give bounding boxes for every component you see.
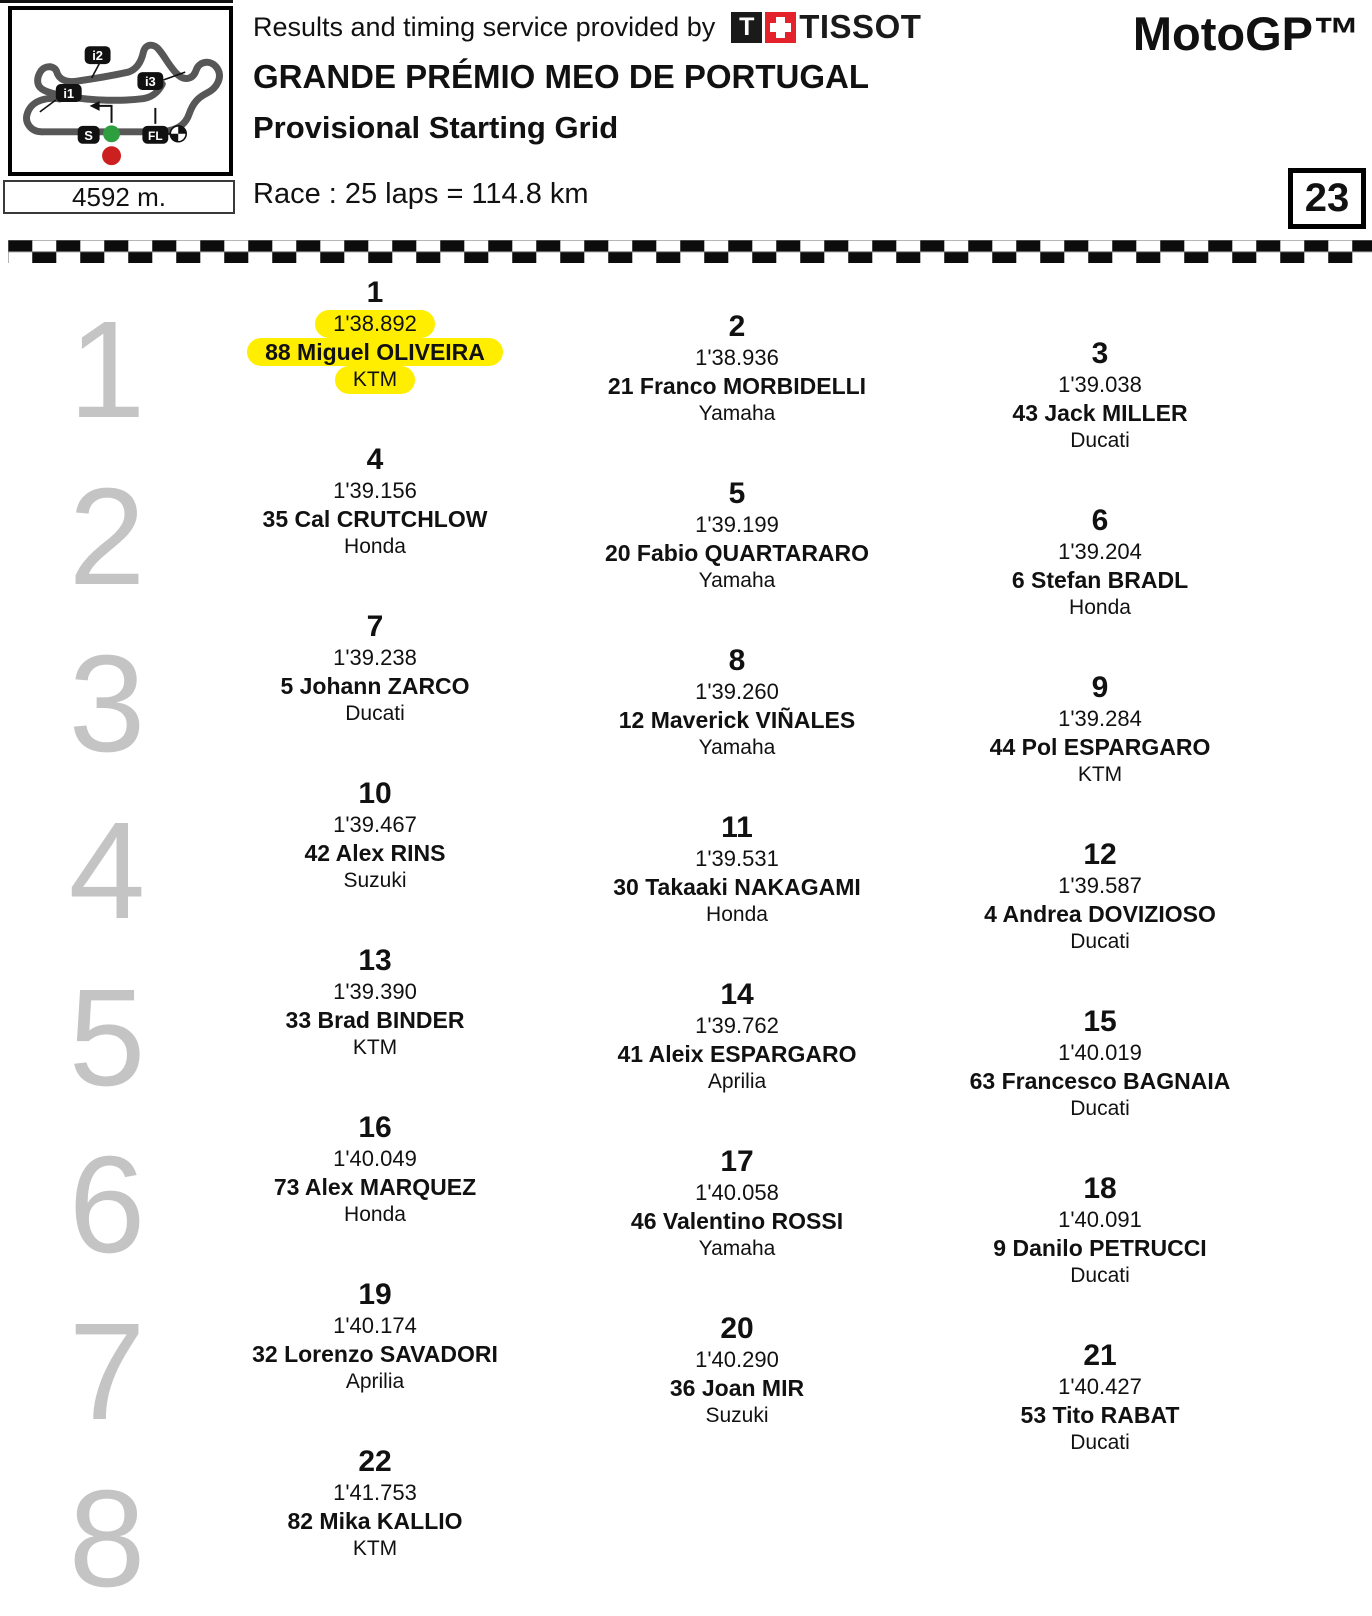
bike-brand: KTM <box>352 1036 398 1059</box>
grid-row-number: 3 <box>68 627 146 781</box>
position-number: 20 <box>720 1312 754 1345</box>
page-number-box <box>1288 168 1366 229</box>
qualifying-time: 1'40.058 <box>695 1180 779 1205</box>
position-number: 7 <box>366 610 384 643</box>
grid-position-cell <box>210 1445 540 1563</box>
tissot-wordmark: TISSOT <box>799 8 922 45</box>
bike-brand: Honda <box>344 1203 406 1226</box>
bike-brand: KTM <box>210 366 540 394</box>
grid-row <box>0 276 1372 452</box>
bike-brand: KTM <box>1077 763 1123 786</box>
qualifying-time: 1'39.156 <box>333 478 417 503</box>
rider-name: 9 Danilo PETRUCCI <box>993 1235 1207 1261</box>
grid-row <box>0 1111 1372 1287</box>
grid-row-number: 4 <box>68 794 146 948</box>
position-number: 9 <box>1091 671 1109 704</box>
grid-row <box>0 610 1372 786</box>
bike-brand: Aprilia <box>345 1370 405 1393</box>
grid-position-cell <box>572 978 902 1096</box>
svg-text:i3: i3 <box>144 74 156 90</box>
grid-position-cell <box>572 644 902 762</box>
bike-brand: Aprilia <box>707 1070 767 1093</box>
track-outline-left <box>27 98 60 132</box>
svg-text:FL: FL <box>148 128 163 143</box>
qualifying-time: 1'40.019 <box>1058 1040 1142 1065</box>
position-number: 12 <box>1083 838 1117 871</box>
rider-name: 73 Alex MARQUEZ <box>273 1174 477 1200</box>
qualifying-time: 1'38.892 <box>210 310 540 338</box>
qualifying-time: 1'39.204 <box>1058 539 1142 564</box>
rider-name: 33 Brad BINDER <box>285 1007 465 1033</box>
grid-position-cell <box>935 1005 1265 1123</box>
track-length-box <box>3 180 235 214</box>
i3-label <box>137 72 163 90</box>
rider-name: 82 Mika KALLIO <box>287 1508 463 1534</box>
tissot-t-icon: T <box>731 12 762 43</box>
position-number: 1 <box>366 276 384 309</box>
position-number: 19 <box>358 1278 392 1311</box>
rider-name: 63 Francesco BAGNAIA <box>969 1068 1231 1094</box>
position-number: 8 <box>728 644 746 677</box>
rider-name: 36 Joan MIR <box>669 1375 805 1401</box>
bike-brand: Honda <box>344 535 406 558</box>
position-number: 21 <box>1083 1339 1117 1372</box>
document-title: Provisional Starting Grid <box>253 110 619 145</box>
qualifying-time: 1'40.049 <box>333 1146 417 1171</box>
qualifying-time: 1'40.174 <box>333 1313 417 1338</box>
position-number: 13 <box>358 944 392 977</box>
rider-name: 5 Johann ZARCO <box>280 673 470 699</box>
grid-position-cell <box>210 443 540 561</box>
grid-position-cell <box>935 1339 1265 1457</box>
grid-position-cell <box>210 944 540 1062</box>
provided-by-line <box>253 8 921 46</box>
rider-name: 46 Valentino ROSSI <box>630 1208 844 1234</box>
svg-text:S: S <box>84 127 93 143</box>
grid-position-cell <box>572 1145 902 1263</box>
grid-row-number: 7 <box>68 1295 146 1449</box>
rider-name: 42 Alex RINS <box>304 840 446 866</box>
grid-row <box>0 1278 1372 1454</box>
position-number: 22 <box>358 1445 392 1478</box>
grid-row-number: 5 <box>68 961 146 1115</box>
track-map-svg <box>12 10 229 172</box>
grid-position-cell <box>210 276 540 394</box>
position-number: 3 <box>1091 337 1109 370</box>
bike-brand: Yamaha <box>698 1237 776 1260</box>
position-number: 5 <box>728 477 746 510</box>
bike-brand: Yamaha <box>698 736 776 759</box>
position-number: 16 <box>358 1111 392 1144</box>
qualifying-time: 1'39.038 <box>1058 372 1142 397</box>
track-map <box>8 6 233 176</box>
series-logo: MotoGP™ <box>1132 7 1360 60</box>
checkered-flag-strip <box>8 240 1372 263</box>
red-light-icon <box>102 146 121 165</box>
bike-brand: Suzuki <box>705 1404 769 1427</box>
position-number: 6 <box>1091 504 1109 537</box>
position-number: 10 <box>358 777 392 810</box>
qualifying-time: 1'39.467 <box>333 812 417 837</box>
position-number: 14 <box>720 978 754 1011</box>
qualifying-time: 1'40.091 <box>1058 1207 1142 1232</box>
rider-name: 6 Stefan BRADL <box>1011 567 1189 593</box>
rider-name: 21 Franco MORBIDELLI <box>607 373 867 399</box>
grid-row-number: 2 <box>68 460 146 614</box>
bike-brand: Ducati <box>1070 930 1130 953</box>
qualifying-time: 1'39.238 <box>333 645 417 670</box>
bike-brand: Yamaha <box>698 402 776 425</box>
qualifying-time: 1'39.762 <box>695 1013 779 1038</box>
grid-row-number: 6 <box>68 1128 146 1282</box>
i2-label <box>85 46 111 64</box>
swiss-cross-icon <box>765 12 796 43</box>
finish-label <box>142 126 168 144</box>
qualifying-time: 1'40.427 <box>1058 1374 1142 1399</box>
rider-name: 41 Aleix ESPARGARO <box>617 1041 857 1067</box>
svg-text:i2: i2 <box>92 48 104 64</box>
track-length: 4592 m. <box>72 181 166 212</box>
grid-position-cell <box>935 838 1265 956</box>
tissot-logo <box>731 8 921 46</box>
qualifying-time: 1'39.260 <box>695 679 779 704</box>
qualifying-time: 1'40.290 <box>695 1347 779 1372</box>
grid-position-cell <box>210 1111 540 1229</box>
rider-name: 20 Fabio QUARTARARO <box>604 540 870 566</box>
rider-name: 4 Andrea DOVIZIOSO <box>984 901 1216 927</box>
grid-position-cell <box>935 504 1265 622</box>
race-info: Race : 25 laps = 114.8 km <box>253 178 589 210</box>
grid-position-cell <box>935 337 1265 455</box>
grid-row <box>0 443 1372 619</box>
grid-row-number: 1 <box>68 293 146 447</box>
position-number: 15 <box>1083 1005 1117 1038</box>
bike-brand: Ducati <box>1070 1264 1130 1287</box>
green-light-icon <box>103 125 120 142</box>
grid-position-cell <box>210 610 540 728</box>
rider-name: 44 Pol ESPARGARO <box>989 734 1211 760</box>
grid-row <box>0 777 1372 953</box>
bike-brand: Suzuki <box>343 869 407 892</box>
i1-label <box>56 84 82 102</box>
qualifying-time: 1'38.936 <box>695 345 779 370</box>
position-number: 11 <box>721 811 753 844</box>
bike-brand: Honda <box>1069 596 1131 619</box>
bike-brand: Honda <box>706 903 768 926</box>
position-number: 4 <box>366 443 384 476</box>
qualifying-time: 1'41.753 <box>333 1480 417 1505</box>
rider-name: 43 Jack MILLER <box>1012 400 1188 426</box>
bike-brand: Yamaha <box>698 569 776 592</box>
grid-row-number: 8 <box>68 1462 146 1616</box>
rider-name: 32 Lorenzo SAVADORI <box>252 1341 498 1367</box>
bike-brand: KTM <box>352 1537 398 1560</box>
bike-brand: Ducati <box>345 702 405 725</box>
grid-position-cell <box>210 777 540 895</box>
rider-name: 88 Miguel OLIVEIRA <box>210 338 540 366</box>
starting-grid <box>0 276 1372 1616</box>
grid-position-cell <box>572 1312 902 1430</box>
position-number: 18 <box>1083 1172 1117 1205</box>
rider-name: 53 Tito RABAT <box>1020 1402 1180 1428</box>
grid-position-cell <box>572 477 902 595</box>
event-title: GRANDE PRÉMIO MEO DE PORTUGAL <box>253 58 870 95</box>
bike-brand: Ducati <box>1070 1097 1130 1120</box>
position-number: 2 <box>728 310 746 343</box>
qualifying-time: 1'39.390 <box>333 979 417 1004</box>
grid-row <box>0 944 1372 1120</box>
grid-position-cell <box>572 310 902 428</box>
rider-name: 35 Cal CRUTCHLOW <box>262 506 488 532</box>
grid-position-cell <box>935 671 1265 789</box>
svg-text:i1: i1 <box>63 85 75 101</box>
cropped-box-edge <box>0 0 233 3</box>
grid-row <box>0 1445 1372 1616</box>
page-number: 23 <box>1304 176 1350 220</box>
start-label <box>78 126 100 144</box>
qualifying-time: 1'39.587 <box>1058 873 1142 898</box>
qualifying-time: 1'39.199 <box>695 512 779 537</box>
grid-position-cell <box>572 811 902 929</box>
grid-position-cell <box>210 1278 540 1396</box>
bike-brand: Ducati <box>1070 1431 1130 1454</box>
qualifying-time: 1'39.284 <box>1058 706 1142 731</box>
position-number: 17 <box>720 1145 754 1178</box>
provided-by-text: Results and timing service provided by <box>253 11 716 42</box>
qualifying-time: 1'39.531 <box>695 846 779 871</box>
rider-name: 30 Takaaki NAKAGAMI <box>613 874 861 900</box>
grid-position-cell <box>935 1172 1265 1290</box>
rider-name: 12 Maverick VIÑALES <box>618 707 856 733</box>
bike-brand: Ducati <box>1070 429 1130 452</box>
direction-arrow-line <box>99 106 112 123</box>
